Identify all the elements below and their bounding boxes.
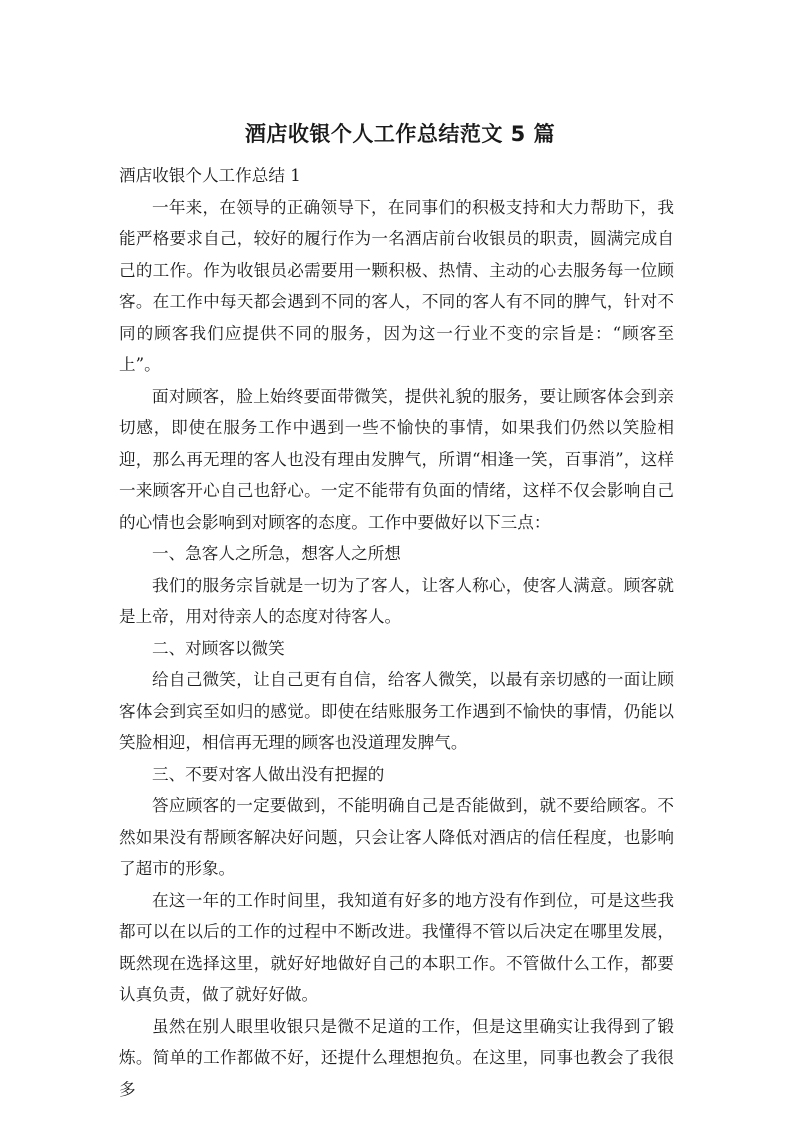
- section-heading: 酒店收银个人工作总结 1: [119, 166, 301, 185]
- paragraph: 在这一年的工作时间里，我知道有好多的地方没有作到位，可是这些我都可以在以后的工作的过程中不断改进。我懂得不管以后决定在哪里发展，既然现在选择这里，就好好地做好自己的本职工作。不管做什么工作，都要认真负责，做了就好好做。: [119, 890, 674, 1004]
- paragraph: 我们的服务宗旨就是一切为了客人，让客人称心，使客人满意。顾客就是上帝，用对待亲人的态度对待客人。: [119, 575, 674, 626]
- paragraph: 面对顾客，脸上始终要面带微笑，提供礼貌的服务，要让顾客体会到亲切感，即使在服务工作中遇到一些不愉快的事情，如果我们仍然以笑脸相迎，那么再无理的客人也没有理由发脾气，所谓“相逢一笑，百事消”，这样一来顾客开心自己也舒心。一定不能带有负面的情绪，这样不仅会影响自己的心情也会影响到对顾客的态度。工作中要做好以下三点：: [119, 386, 674, 532]
- paragraph: 虽然在别人眼里收银只是微不足道的工作，但是这里确实让我得到了锻炼。简单的工作都做不好，还提什么理想抱负。在这里，同事也教会了我很多: [119, 1016, 674, 1099]
- paragraph: 答应顾客的一定要做到，不能明确自己是否能做到，就不要给顾客。不然如果没有帮顾客解决好问题，只会让客人降低对酒店的信任程度，也影响了超市的形象。: [119, 796, 674, 878]
- list-heading: 一、急客人之所急，想客人之所想: [152, 544, 401, 563]
- paragraph: 一年来，在领导的正确领导下，在同事们的积极支持和大力帮助下，我能严格要求自己，较好的履行作为一名酒店前台收银员的职责，圆满完成自己的工作。作为收银员必需要用一颗积极、热情、主动的心去服务每一位顾客。在工作中每天都会遇到不同的客人，不同的客人有不同的脾气，针对不同的顾客我们应提供不同的服务，因为这一行业不变的宗旨是：“顾客至上”。: [119, 197, 674, 374]
- document-body: [119, 160, 674, 1105]
- document-title: 酒店收银个人工作总结范文 5 篇: [244, 122, 556, 146]
- paragraph: 给自己微笑，让自己更有自信，给客人微笑，以最有亲切感的一面让顾客体会到宾至如归的感觉。即使在结账服务工作遇到不愉快的事情，仍能以笑脸相迎，相信再无理的顾客也没道理发脾气。: [119, 670, 674, 752]
- list-heading: 三、不要对客人做出没有把握的: [152, 764, 385, 784]
- list-heading: 二、对顾客以微笑: [152, 638, 285, 658]
